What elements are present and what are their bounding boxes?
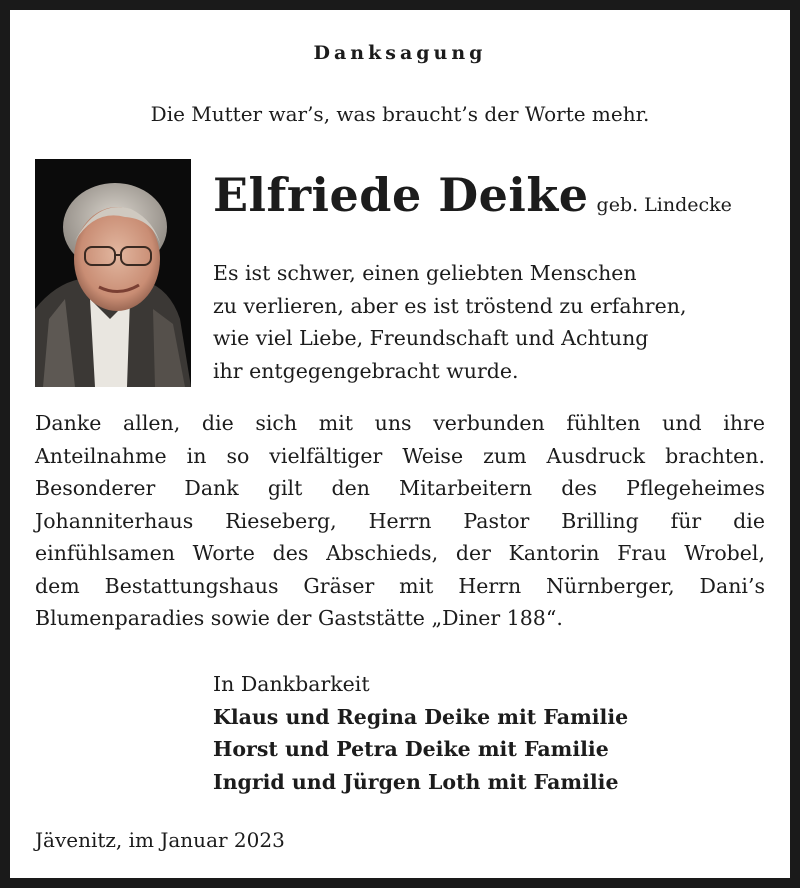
deceased-name-line: [213, 168, 732, 222]
portrait-illustration: [35, 159, 191, 387]
portrait-photo: [35, 159, 191, 387]
quote-line: wie viel Liebe, Freundschaft und Achtung: [213, 326, 649, 350]
body-line: einfühlsamen Worte des Abschieds, der Kantorin Frau Wrobel,: [35, 541, 765, 565]
quote-line: ihr entgegengebracht wurde.: [213, 358, 519, 383]
body-line: dem Bestattungshaus Gräser mit Herrn Nürnberger, Dani’s: [35, 573, 765, 598]
body-line: Johanniterhaus Rieseberg, Herrn Pastor Brilling für die: [35, 508, 765, 533]
body-line: Besonderer Dank gilt den Mitarbeitern des Pflegeheimes: [35, 476, 765, 500]
maiden-name: geb. Lindecke: [596, 194, 732, 216]
notice-heading: Danksagung: [313, 42, 487, 64]
quote-line: zu verlieren, aber es ist tröstend zu erfahren,: [213, 293, 687, 318]
quote-block: [213, 257, 686, 387]
signoff-block: [213, 668, 628, 798]
motto-line: Die Mutter war’s, was braucht’s der Worte mehr.: [150, 102, 650, 126]
thanks-paragraph: [35, 407, 765, 635]
body-line: Anteilnahme in so vielfältiger Weise zum Ausdruck brachten.: [35, 443, 765, 468]
body-line: Blumenparadies sowie der Gaststätte „Diner 188“.: [35, 606, 563, 630]
family-name: Klaus und Regina Deike mit Familie: [213, 704, 629, 729]
obituary-notice: [10, 10, 790, 878]
body-line: Danke allen, die sich mit uns verbunden fühlten und ihre: [35, 411, 765, 435]
signoff-intro: In Dankbarkeit: [213, 672, 370, 696]
deceased-name: Elfriede Deike: [213, 168, 589, 222]
place-date: Jävenitz, im Januar 2023: [35, 828, 285, 852]
family-name: Horst und Petra Deike mit Familie: [213, 737, 609, 761]
family-name: Ingrid und Jürgen Loth mit Familie: [213, 769, 619, 794]
quote-line: Es ist schwer, einen geliebten Menschen: [213, 261, 637, 285]
